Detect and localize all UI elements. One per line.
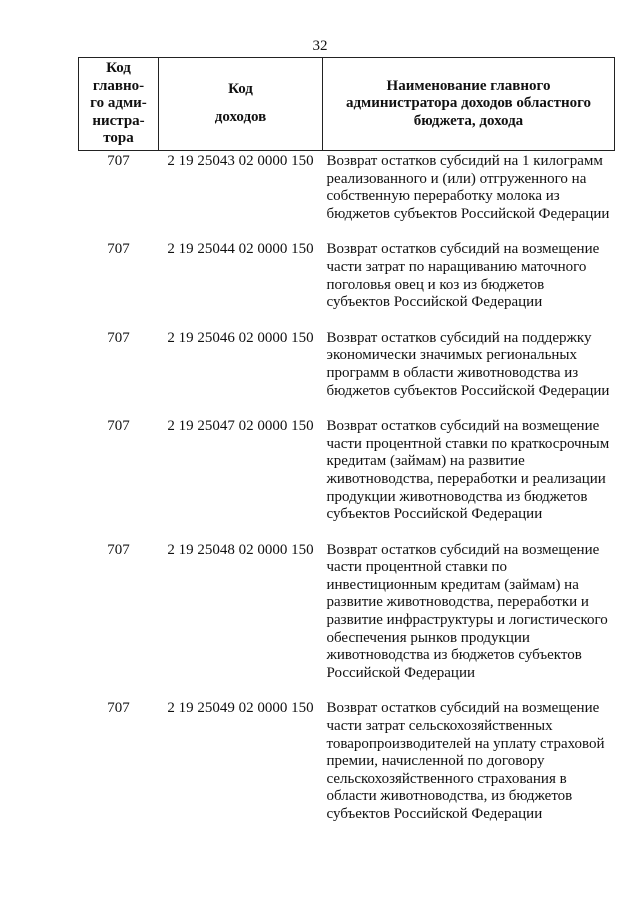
header-line: администратора доходов областного [345,95,592,112]
header-name [323,58,615,151]
header-line: нистра- [92,112,145,129]
admin-code-cell: 707 [107,541,130,558]
page-number: 32 [312,38,328,54]
header-admin-code [79,58,159,151]
income-code-cell: 2 19 25043 02 0000 150 [167,153,314,169]
table-row [79,151,615,242]
income-name-cell: Возврат остатков субсидий на 1 килограмм реализованного и (или) отгруженного на собственную переработку молока из бюджетов субъектов Российской Федерации [326,153,610,222]
admin-code-cell: 707 [107,418,130,435]
admin-code-cell: 707 [107,153,130,169]
income-code-cell: 2 19 25044 02 0000 150 [167,241,314,258]
header-line: доходов [214,109,267,125]
income-code-cell: 2 19 25049 02 0000 150 [167,700,314,717]
income-name-cell: Возврат остатков субсидий на возмещение части процентной ставки по краткосрочным кредитам (займам) на развитие животноводства, переработки и реализации продукции животноводства из бюджетов субъектов Российской Федерации [326,418,610,523]
table-row [79,700,615,841]
header-line: Наименование главного [386,77,551,94]
table-row [79,542,615,701]
income-name-cell: Возврат остатков субсидий на возмещение части процентной ставки по инвестиционным кредитам (займам) на развитие животноводства, переработки и развитие инфраструктуры и логистического обеспечения рынков продукции животноводства из бюджетов субъектов Российской Федерации [326,541,608,681]
admin-code-cell: 707 [107,700,130,717]
header-line: го адми- [90,95,147,112]
table-row [79,241,615,329]
header-line: Код [106,60,131,77]
admin-code-cell: 707 [107,241,130,258]
table-header-row [79,58,615,151]
header-line: главно- [92,77,145,94]
header-line: бюджета, дохода [413,112,524,129]
table-row [79,330,615,418]
income-name-cell: Возврат остатков субсидий на возмещение части затрат сельскохозяйственных товаропроизводителей на уплату страховой премии, начисленной по договору сельскохозяйственного страхования в области животноводства, из бюджетов субъектов Российской Федерации [326,700,605,822]
income-code-cell: 2 19 25047 02 0000 150 [167,418,314,435]
budget-income-table [78,57,615,842]
income-code-cell: 2 19 25048 02 0000 150 [167,541,314,558]
income-name-cell: Возврат остатков субсидий на возмещение части затрат по наращиванию маточного поголовья овец и коз из бюджетов субъектов Российской Федерации [326,241,600,311]
income-name-cell: Возврат остатков субсидий на поддержку экономически значимых региональных программ в области животноводства из бюджетов субъектов Российской Федерации [326,329,610,399]
header-line: Код [228,81,253,98]
header-income-code [159,58,323,151]
admin-code-cell: 707 [107,329,130,346]
header-line: тора [103,130,134,147]
income-code-cell: 2 19 25046 02 0000 150 [167,329,314,346]
table-row [79,418,615,542]
